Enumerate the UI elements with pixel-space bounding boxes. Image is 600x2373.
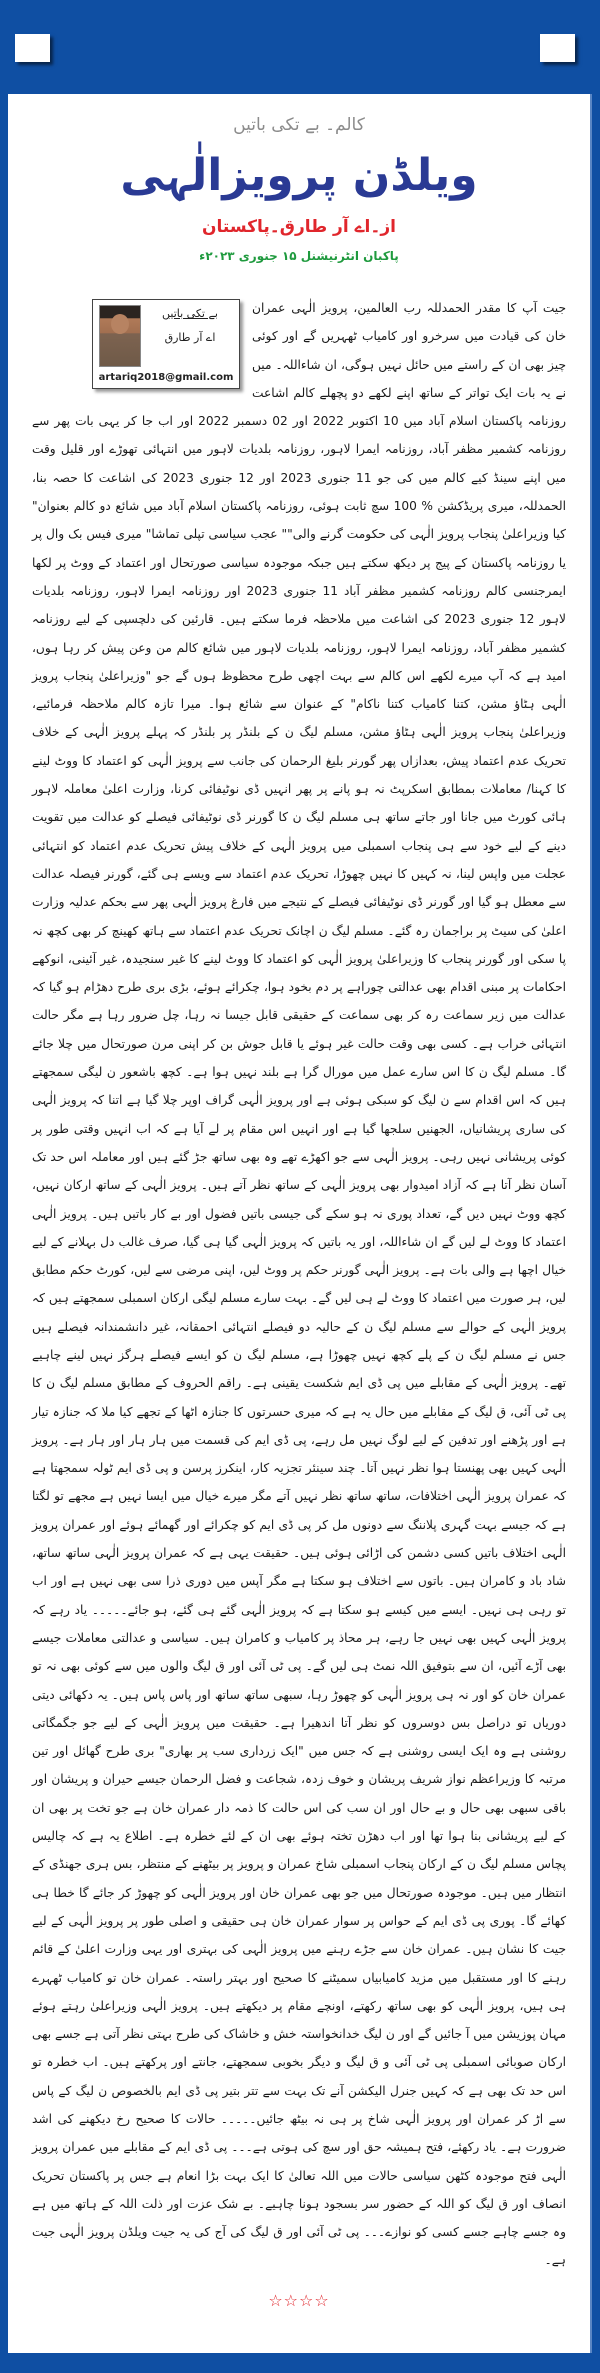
author-card	[92, 299, 240, 389]
article-body	[32, 294, 566, 2275]
author-photo-icon	[99, 305, 141, 367]
top-band	[0, 0, 600, 94]
corner-decoration-left	[15, 34, 50, 62]
article-page	[8, 94, 592, 2353]
author-name: اے آر طارق	[164, 331, 216, 344]
article-headline: ویلڈن پرویزالٰہی	[120, 150, 478, 201]
corner-decoration-right	[540, 34, 575, 62]
author-column-name: بے تکی باتیں	[162, 307, 218, 320]
publication-source-date: پاکبان انٹرنیشنل ۱۵ جنوری ۲۰۲۳ء	[199, 249, 399, 263]
article-header	[8, 112, 590, 266]
author-email-link[interactable]: artariq2018@gmail.com	[98, 372, 234, 383]
end-stars-marker: ☆☆☆☆	[268, 2290, 330, 2310]
author-byline: از۔اے آر طارق۔پاکستان	[202, 217, 396, 237]
column-series-title: کالم۔ بے تکی باتیں	[233, 115, 365, 135]
author-card-text	[145, 306, 235, 346]
bottom-band	[0, 2353, 600, 2373]
article-paragraph: جیت آپ کا مقدر الحمدللہ رب العالمین، پرویز الٰہی عمران خان کی قیادت میں سرخرو اور کامیاب ٹھہریں گے اور کوئی چیز بھی ان کے راستے میں حائل نہیں ہوگی، ان شاءاللہ۔ میں نے یہ بات ایک تواتر کے ساتھ اپنے لکھے دو پچھلے کالم اشاعت روزنامہ پاکستان اسلام آباد میں 10 اکتوبر 2022 اور 02 دسمبر 2022 اور اب جا کر یہی بات پھر سے روزنامہ کشمیر مظفر آباد، روزنامہ ایمرا لاہور، روزنامہ بلدیات لاہور میں انتہائی تھوڑے اور قلیل وقت میں اپنے سینڈ کیے کالم میں کی جو 11 جنوری 2023 اور 12 جنوری 2023 کی اشاعت کا حصہ بنا، الحمدللہ، میری پریڈکشن % 100 سچ ثابت ہوئی، روزنامہ پاکستان اسلام آباد میں شائع دو کالم بعنوان" کیا وزیراعلیٰ پنجاب پرویز الٰہی کی حکومت گرنے والی"" عجب سیاسی تپلی تماشا" میری فیس بک وال پر یا روزنامہ پاکستان کے پیج پر دیکھ سکتے ہیں جبکہ موجودہ سیاسی صورتحال اور اعتماد کے ووٹ پر لکھا ایمرجنسی کالم روزنامہ کشمیر مظفر آباد 11 جنوری 2023 اور روزنامہ ایمرا لاہور، روزنامہ بلدیات لاہور 12 جنوری 2023 کی اشاعت میں ملاحظہ فرما سکتے ہیں۔ قارئین کی دلچسپی کے لیے روزنامہ کشمیر مظفر آباد، روزنامہ ایمرا لاہور، روزنامہ بلدیات لاہور میں شائع کالم من وعن پیش کر رہا ہوں، امید ہے کہ آپ میرے لکھے اس کالم سے بہت اچھی طرح محظوظ ہوں گے جو "وزیراعلیٰ پنجاب پرویز الٰہی ہٹاؤ مشن، کتنا کامیاب کتنا ناکام" کے عنوان سے شائع ہوا۔ میرا تازہ کالم ملاحظہ فرمائیے، وزیراعلیٰ پنجاب پرویز الٰہی ہٹاؤ مشن، مسلم لیگ ن کے بلنڈر پر بلنڈر کہ پہلے پرویز الٰہی کے خلاف تحریک عدم اعتماد پیش، بعدازاں پھر گورنر بلیغ الرحمان کی جانب سے پرویز الٰہی کو اعتماد کا ووٹ لینے کا کہنا/ معاملات بمطابق اسکرپٹ نہ ہو پانے پر پھر انہیں ڈی نوٹیفائی کرنا، وزارت اعلیٰ معاملہ لاہور ہائی کورٹ میں جانا اور جاتے ساتھ ہی مسلم لیگ ن کا گورنر ڈی نوٹیفائی فیصلے کو عدالت میں تقویت دینے کے لیے خود سے ہی پنجاب اسمبلی میں پرویز الٰہی کے خلاف پیش تحریک عدم اعتماد کو انتہائی عجلت میں واپس لینا، نہ کہیں کا نہیں چھوڑا، تحریک عدم اعتماد سے ویسے ہی گئے، گورنر فیصلہ عدالت سے معطل ہو گیا اور گورنر ڈی نوٹیفائی فیصلے کے نتیجے میں فارغ پرویز الٰہی پھر سے بحکم عدلیہ وزارت اعلیٰ کی سیٹ پر براجمان رہ گئے۔ مسلم لیگ ن اچانک تحریک عدم اعتماد سے ہاتھ کھینچ کر بھی کچھ نہ پا سکی اور گورنر پنجاب کا وزیراعلیٰ پرویز الٰہی کو اعتماد کا ووٹ لینے کا غیر سنجیدہ، غیر آئینی، انوکھے احکامات پر مبنی اقدام بھی عدالتی چوراہے پر دم بخود ہوا، چکرائے ہوئے، بڑی بری طرح دھڑام ہو گیا کہ عدالت میں زیر سماعت رہ کر بھی سماعت کے حقیقی قابل جیسا نہ رہا، چل ضرور رہا ہے مگر حالت انتہائی خراب ہے۔ کسی بھی وقت حالت غیر ہوئے یا قابل جوش بن کر اپنی مرن صورتحال میں چلا جائے گا۔ مسلم لیگ ن کا اس سارے عمل میں مورال گرا ہے بلند نہیں ہوا ہے۔ کچھ باشعور ن لیگی سمجھتے ہیں کہ اس اقدام سے ن لیگ کو سبکی ہوئی ہے اور پرویز الٰہی گراف اوپر چلا گیا ہے اتنا کہ پرویز الٰہی کی ساری پریشانیاں، الجھنیں سلجھا گیا ہے اور انہیں اس مقام پر لے آیا ہے کہ اب انہیں وقتی طور پر کوئی پریشانی نہیں رہی۔ پرویز الٰہی سے جو اکھڑے تھے وہ بھی ساتھ جڑ گئے ہیں اور معاملہ اس حد تک آسان نظر آتا ہے کہ آزاد امیدوار بھی پرویز الٰہی کے ساتھ نظر آتے ہیں۔ پرویز الٰہی کے ساتھ ارکان نہیں، کچھ ووٹ نہیں دیں گے، تعداد پوری نہ ہو سکے گی جیسی باتیں فضول اور بے کار باتیں ہیں۔ پرویز الٰہی اعتماد کا ووٹ لے لیں گے ان شاءاللہ، اور یہ باتیں کہ پرویز الٰہی گیا ہی گیا، صرف غالب دل بہلانے کے لیے خیال اچھا ہے والی بات ہے۔ پرویز الٰہی گورنر حکم پر ووٹ لیں، اپنی مرضی سے لیں، کورٹ حکم مطابق لیں، ہر صورت میں اعتماد کا ووٹ لے ہی لیں گے۔ بہت سارے مسلم لیگی ارکان اسمبلی سمجھتے ہیں کہ پرویز الٰہی کے حوالے سے مسلم لیگ ن کے حالیہ دو فیصلے انتہائی احمقانہ، غیر دانشمندانہ فیصلے ہیں جس نے مسلم لیگ ن کے پلے کچھ نہیں چھوڑا ہے، مسلم لیگ ن کو ایسے فیصلے ہرگز نہیں لینے چاہیے تھے۔ پرویز الٰہی کے مقابلے میں پی ڈی ایم شکست یقینی ہے۔ راقم الحروف کے مطابق مسلم لیگ ن کا پی ٹی آئی، ق لیگ کے مقابلے میں حال یہ ہے کہ میری حسرتوں کا جنازہ اٹھا کے تجھے کیا ملا کہ جنازہ تیار ہے اور پڑھنے اور تدفین کے لیے لوگ نہیں مل رہے، پی ڈی ایم کی قسمت میں ہار ہار اور ہار ہے۔ پرویز الٰہی کہیں بھی پھنستا ہوا نظر نہیں آتا۔ چند سینئر تجزیہ کار، اینکرز پرسن و پی ڈی ایم ٹولہ سمجھتا ہے کہ عمران پرویز الٰہی اختلافات، ساتھ ساتھ نظر نہیں آتے مگر میرے خیال میں ایسا نہیں ہے مجھے تو لگتا ہے کہ جیسے بہت گہری پلاننگ سے دونوں مل کر پی ڈی ایم کو چکرائے اور گھمائے ہوئے اور عمران پرویز الٰہی اختلاف باتیں کسی دشمن کی اڑائی ہوئی ہیں۔ حقیقت یہی ہے کہ عمران پرویز الٰہی ساتھ ساتھ، شاد باد و کامران ہیں۔ باتوں سے اختلاف ہو سکتا ہے مگر آپس میں دوری ذرا سی بھی نہیں ہے اور اب تو رہی ہی نہیں۔ ایسے میں کیسے ہو سکتا ہے کہ پرویز الٰہی گئے ہی گئے، ہو جائے۔۔۔۔۔ یاد رہے کہ پرویز الٰہی کہیں بھی نہیں جا رہے، ہر محاذ پر کامیاب و کامران ہیں۔ سیاسی و عدالتی معاملات جیسے بھی آڑے آئیں، ان سے بتوفیق اللہ نمٹ ہی لیں گے۔ پی ٹی آئی اور ق لیگ والوں میں سے کوئی بھی نہ تو عمران خان کو اور نہ ہی پرویز الٰہی کو چھوڑ رہا، سبھی ساتھ ساتھ اور پاس پاس ہیں۔ یہ دکھائی دیتی دوریاں تو دراصل بس دوسروں کو نظر آتا اندھیرا ہے۔ حقیقت میں پرویز الٰہی کے لیے جو جگمگاتی روشنی ہے وہ ایک ایسی روشنی ہے کہ جس میں "ایک زرداری سب پر بھاری" بری طرح گھائل اور تین مرتبہ کا وزیراعظم نواز شریف پریشان و خوف زدہ، شجاعت و فضل الرحمان جیسے حیران و پریشان اور باقی سبھی بھی حال و بے حال اور ان سب کی اس حالت کا ذمہ دار عمران خان ہے جو تخت پر بھی ان کے لیے پریشانی بنا ہوا تھا اور اب دھڑن تختہ ہوئے بھی ان کے لئے خطرہ ہے۔ اطلاع یہ ہے کہ چالیس پچاس مسلم لیگ ن کے ارکان پنجاب اسمبلی شاخ عمران و پرویز پر بیٹھنے کے منتظر، بس ہری جھنڈی کے انتظار میں ہیں۔ موجودہ صورتحال میں جو بھی عمران خان اور پرویز الٰہی کو چھوڑ کر جائے گا خطا ہی کھائے گا۔ پوری پی ڈی ایم کے حواس پر سوار عمران خان ہی حقیقی و اصلی طور پر پرویز الٰہی کے لیے جیت کا نشان ہیں۔ عمران خان سے جڑے رہنے میں پرویز الٰہی کی بہتری اور یہی وزارت اعلیٰ کے قائم رہنے کا اور مستقبل میں مزید کامیابیاں سمیٹنے کا صحیح اور بہتر راستہ۔ عمران خان تو کامیاب ٹھہرے ہی ہیں، پرویز الٰہی کو بھی ساتھ رکھتے، اونچے مقام پر دیکھتے ہیں۔ پرویز الٰہی وزیراعلیٰ رہتے ہوئے مہان پوزیشن میں آ جائیں گے اور ن لیگ خدانخواستہ خش و خاشاک کی طرح بہتی نظر آتی ہے جسے بھی ارکان صوبائی اسمبلی پی ٹی آئی و ق لیگ و دیگر بخوبی سمجھتے، جانتے اور پرکھتے ہیں۔ اب خطرہ تو اس حد تک بھی ہے کہ کہیں جنرل الیکشن آنے تک بہت سے تتر بتیر پی ڈی ایم بالخصوص ن لیگ کے پاس سے اڑ کر عمران اور پرویز الٰہی شاخ پر ہی نہ بیٹھ جائیں۔۔۔۔۔ حالات کا صحیح رخ دیکھنے کی اشد ضرورت ہے۔ یاد رکھئے، فتح ہمیشہ حق اور سچ کی ہوتی ہے۔۔۔ پی ڈی ایم کے مقابلے میں عمران پرویز الٰہی فتح موجودہ کٹھن سیاسی حالات میں اللہ تعالیٰ کا ایک بہت بڑا انعام ہے جس پر پاکستان تحریک انصاف اور ق لیگ کو اللہ کے حضور سر بسجود ہونا چاہیے۔ بے شک عزت اور ذلت اللہ کے ہاتھ میں ہے وہ جسے چاہے جسے کسی کو نوازے۔۔۔ پی ٹی آئی اور ق لیگ کی آج کی یہ جیت ویلڈن پرویز الٰہی جیت ہے۔	[32, 301, 567, 2268]
